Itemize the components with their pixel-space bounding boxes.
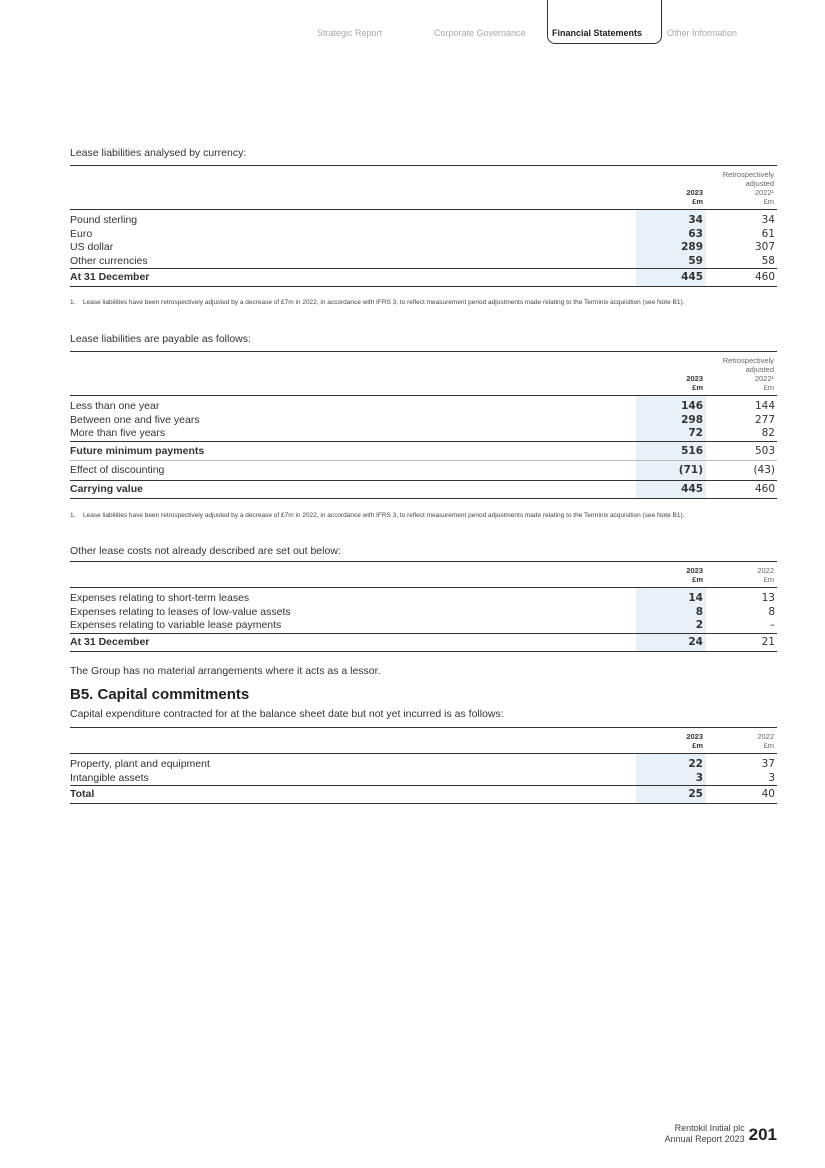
value-2023: 445: [636, 480, 706, 498]
header-2023: [636, 166, 706, 210]
table-row: [70, 427, 777, 441]
table-row: [70, 396, 777, 414]
other-costs-heading: Other lease costs not already described are set out below:: [70, 545, 341, 557]
value-2022: 21: [706, 633, 777, 651]
header-year: 2022¹: [754, 374, 774, 383]
row-label: More than five years: [70, 427, 166, 439]
header-year: 2023: [686, 566, 703, 575]
value-2022: 8: [768, 605, 775, 618]
table-row: [70, 414, 777, 428]
header-note: Retrospectively: [722, 170, 774, 179]
table-row: [70, 772, 777, 786]
footnote-text: Lease liabilities have been retrospectively adjusted by a decrease of £7m in 2022, in accordance with IFRS 3, to reflect measurement period adjustments made relating to the Terminix acquisition (see Note B1).: [83, 299, 685, 306]
row-label: Pound sterling: [70, 214, 138, 226]
value-2023: 63: [636, 228, 706, 242]
value-2022: 13: [761, 592, 775, 604]
header-year: 2022: [757, 566, 774, 575]
value-2022: 40: [706, 786, 777, 804]
value-2022: 82: [761, 427, 775, 439]
table-row: [70, 255, 777, 269]
tab-financial-statements[interactable]: [547, 0, 662, 44]
table-header: [70, 166, 777, 210]
header-2023: [636, 562, 706, 588]
header-2023: [636, 352, 706, 396]
tab-other-information[interactable]: Other Information: [667, 28, 738, 38]
value-2023: 14: [636, 588, 706, 606]
table-row: [70, 754, 777, 772]
header-note: adjusted: [745, 179, 774, 188]
value-2023: 3: [636, 772, 706, 786]
table-header: [70, 352, 777, 396]
total-row: [70, 269, 777, 287]
company-name: Rentokil Initial plc: [674, 1123, 745, 1133]
report-name: Annual Report 2023: [664, 1133, 745, 1144]
value-2022: 503: [706, 441, 777, 460]
header-year: 2023: [686, 732, 703, 741]
footnote-text: Lease liabilities have been retrospectively adjusted by a decrease of £7m in 2022, in accordance with IFRS 3, to reflect measurement period adjustments made relating to the Terminix acquisition (see Note B1).: [83, 512, 685, 519]
value-2023: 22: [636, 754, 706, 772]
header-unit: £m: [763, 383, 774, 392]
row-label: At 31 December: [70, 633, 636, 651]
table-row: [70, 241, 777, 255]
value-2022: 37: [761, 758, 775, 770]
row-label: US dollar: [70, 241, 114, 253]
value-2023: 8: [636, 606, 706, 620]
value-2023: 516: [636, 441, 706, 460]
header-2022: [706, 166, 777, 210]
header-year: 2022: [757, 732, 774, 741]
value-2022: 460: [706, 269, 777, 287]
value-2022: 61: [761, 227, 775, 240]
header-label-cell: [70, 352, 636, 396]
value-2023: 298: [636, 414, 706, 428]
value-2023: 34: [636, 210, 706, 228]
header-unit: £m: [763, 741, 774, 750]
row-label: Expenses relating to short-term leases: [70, 592, 250, 604]
header-unit: £m: [692, 197, 703, 206]
row-label: Property, plant and equipment: [70, 758, 210, 770]
row-label: Carrying value: [70, 480, 636, 498]
header-note: adjusted: [745, 365, 774, 374]
value-2022: 34: [761, 214, 775, 226]
value-2023: (71): [636, 460, 706, 480]
table-row: [70, 460, 777, 480]
row-label: Expenses relating to leases of low-value assets: [70, 605, 291, 618]
table-row: [70, 606, 777, 620]
header-2022: [706, 562, 777, 588]
header-note: Retrospectively: [722, 356, 774, 365]
top-navigation: [0, 0, 825, 48]
footnote: [70, 299, 777, 308]
value-2022: (43): [706, 460, 777, 480]
section-title: B5. Capital commitments: [70, 686, 250, 703]
table-row: [70, 210, 777, 228]
header-label-cell: [70, 728, 636, 754]
table-row: [70, 619, 777, 633]
header-label-cell: [70, 166, 636, 210]
table-row: [70, 228, 777, 242]
header-year: 2023: [686, 188, 703, 197]
other-costs-table: [70, 561, 777, 652]
header-label-cell: [70, 562, 636, 588]
header-unit: £m: [763, 575, 774, 584]
footnote-number: 1.: [70, 299, 76, 306]
value-2022: 3: [768, 771, 775, 784]
lessor-statement: The Group has no material arrangements where it acts as a lessor.: [70, 665, 381, 677]
payable-table: [70, 351, 777, 499]
subtotal-row: [70, 441, 777, 460]
payable-table-heading: Lease liabilities are payable as follows:: [70, 333, 251, 345]
value-2023: 289: [636, 241, 706, 255]
header-2022: [706, 352, 777, 396]
header-2022: [706, 728, 777, 754]
currency-table: [70, 165, 777, 287]
page-footer: [665, 1123, 777, 1144]
value-2022: 307: [754, 241, 775, 253]
value-2023: 445: [636, 269, 706, 287]
value-2022: 277: [754, 413, 775, 426]
header-year: 2023: [686, 374, 703, 383]
header-unit: £m: [692, 575, 703, 584]
table-header: [70, 562, 777, 588]
capital-commitments-table: [70, 727, 777, 804]
value-2023: 72: [636, 427, 706, 441]
header-unit: £m: [692, 383, 703, 392]
row-label: At 31 December: [70, 269, 636, 287]
row-label: Intangible assets: [70, 771, 149, 784]
value-2022: 144: [754, 400, 775, 412]
tab-corporate-governance[interactable]: Corporate Governance: [434, 28, 526, 38]
row-label: Less than one year: [70, 400, 160, 412]
value-2022: –: [769, 619, 775, 631]
footnote: [70, 512, 777, 521]
footnote-number: 1.: [70, 512, 76, 519]
header-2023: [636, 728, 706, 754]
page-number: 201: [748, 1125, 777, 1144]
table-header: [70, 728, 777, 754]
value-2022: 460: [706, 480, 777, 498]
value-2023: 24: [636, 633, 706, 651]
total-row: [70, 633, 777, 651]
currency-table-heading: Lease liabilities analysed by currency:: [70, 147, 247, 159]
tab-financial-statements-label: Financial Statements: [552, 28, 643, 38]
header-year: 2022¹: [754, 188, 774, 197]
row-label: Between one and five years: [70, 413, 200, 426]
header-unit: £m: [763, 197, 774, 206]
total-row: [70, 786, 777, 804]
footer-company: [665, 1123, 745, 1144]
value-2023: 25: [636, 786, 706, 804]
row-label: Other currencies: [70, 254, 148, 267]
table-row: [70, 588, 777, 606]
section-intro: Capital expenditure contracted for at the balance sheet date but not yet incurred is as follows:: [70, 708, 504, 720]
value-2023: 59: [636, 255, 706, 269]
value-2023: 2: [636, 619, 706, 633]
header-unit: £m: [692, 741, 703, 750]
value-2022: 58: [761, 254, 775, 267]
row-label: Future minimum payments: [70, 441, 636, 460]
row-label: Euro: [70, 227, 93, 240]
row-label: Expenses relating to variable lease payments: [70, 619, 282, 631]
total-row: [70, 480, 777, 498]
row-label: Effect of discounting: [70, 460, 636, 480]
tab-strategic-report[interactable]: Strategic Report: [317, 28, 383, 38]
value-2023: 146: [636, 396, 706, 414]
row-label: Total: [70, 786, 636, 804]
